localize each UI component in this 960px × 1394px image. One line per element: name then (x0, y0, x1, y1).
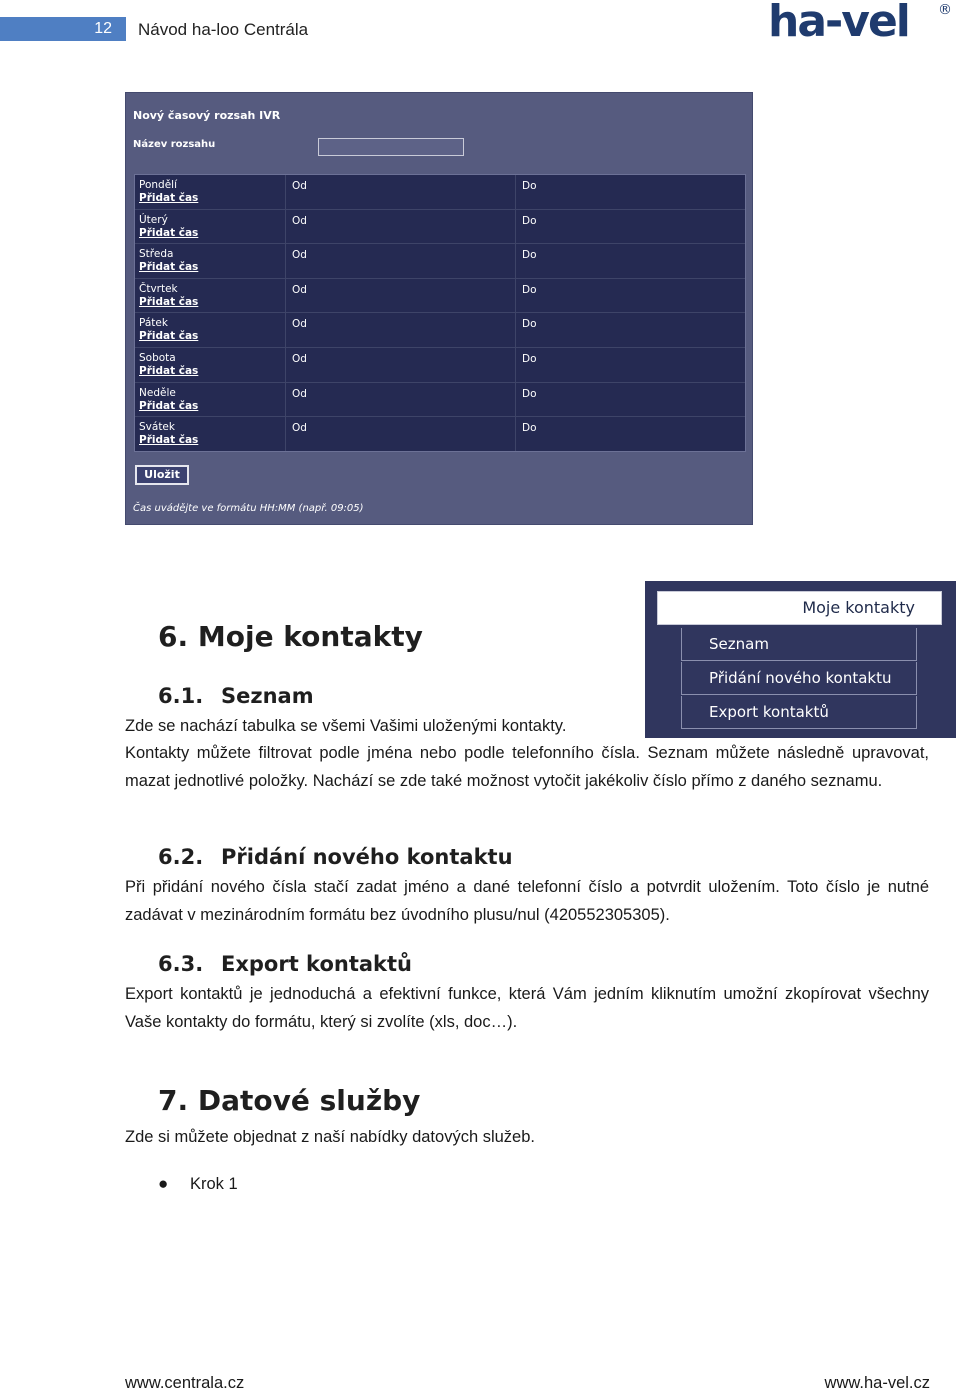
document-title: Návod ha-loo Centrála (138, 20, 309, 39)
day-label: Neděle (139, 386, 176, 399)
footer-link-ha-vel[interactable]: www.ha-vel.cz (824, 1374, 930, 1392)
section-6-1-heading: Seznam (221, 684, 314, 708)
from-label: Od (292, 180, 307, 192)
to-label: Do (522, 180, 537, 192)
bullet-icon: ● (158, 1174, 169, 1193)
section-6-2-text: Při přidání nového čísla stačí zadat jméno a dané telefonní číslo a potvrdit uložením. Toto číslo je nutné zadávat v mezinárodním formátu bez úvodního plusu/nul (420552305305). (125, 878, 929, 924)
section-6-2-heading: Přidání nového kontaktu (221, 845, 513, 869)
from-label: Od (292, 283, 307, 296)
menu-item-export[interactable]: Export kontaktů (681, 696, 917, 729)
to-label: Do (522, 283, 537, 296)
section-6-heading: 6. Moje kontakty (158, 620, 423, 653)
ivr-form-title: Nový časový rozsah IVR (133, 109, 281, 122)
page-number: 12 (0, 17, 126, 41)
footer-link-centrala[interactable]: www.centrala.cz (125, 1374, 245, 1392)
section-7-heading: 7. Datové služby (158, 1084, 421, 1117)
add-time-link[interactable]: Přidat čas (139, 330, 199, 343)
table-row (135, 383, 745, 418)
from-label: Od (292, 214, 307, 227)
to-label: Do (522, 249, 537, 262)
section-7-text: Zde si můžete objednat z naší nabídky datových služeb. (125, 1128, 535, 1146)
menu-item-add-contact[interactable]: Přidání nového kontaktu (681, 662, 917, 695)
to-label: Do (522, 422, 537, 435)
from-label: Od (292, 387, 307, 400)
table-row (135, 279, 745, 314)
contacts-menu-header[interactable]: Moje kontakty (657, 591, 942, 625)
day-label: Pondělí (139, 179, 177, 191)
menu-item-list[interactable]: Seznam (681, 628, 917, 661)
from-label: Od (292, 422, 307, 435)
from-label: Od (292, 318, 307, 331)
range-name-label: Název rozsahu (133, 139, 216, 150)
add-time-link[interactable]: Přidat čas (139, 261, 199, 274)
section-6-3-text: Export kontaktů je jednoduchá a efektivní funkce, která Vám jedním kliknutím umožní zkopírovat všechny Vaše kontakty do formátu, který si zvolíte (xls, doc…). (125, 985, 929, 1031)
add-time-link[interactable]: Přidat čas (139, 192, 199, 204)
time-format-note: Čas uvádějte ve formátu HH:MM (např. 09:05) (133, 503, 364, 514)
save-button[interactable]: Uložit (135, 465, 189, 485)
day-label: Svátek (139, 421, 175, 434)
day-label: Čtvrtek (139, 282, 178, 295)
add-time-link[interactable]: Přidat čas (139, 226, 199, 239)
table-row (135, 417, 745, 452)
to-label: Do (522, 318, 537, 331)
day-label: Sobota (139, 352, 176, 364)
contacts-menu (645, 581, 956, 738)
ivr-time-range-form (125, 92, 753, 525)
section-6-1-number: 6.1. (158, 684, 204, 708)
table-row (135, 210, 745, 245)
day-label: Úterý (139, 213, 168, 226)
table-row (135, 244, 745, 279)
table-row (135, 348, 745, 383)
registered-mark: ® (938, 2, 952, 18)
range-name-input[interactable] (318, 138, 464, 156)
to-label: Do (522, 387, 537, 400)
list-item: Krok 1 (190, 1175, 238, 1193)
add-time-link[interactable]: Přidat čas (139, 399, 199, 412)
section-6-2-number: 6.2. (158, 845, 204, 869)
section-6-1-text: Kontakty můžete filtrovat podle jména nebo podle telefonního čísla. Seznam můžete následně upravovat, mazat jednotlivé položky. Nachází se zde také možnost vytočit jakékoliv číslo přímo z daného seznamu. (125, 744, 929, 790)
to-label: Do (522, 353, 537, 365)
add-time-link[interactable]: Přidat čas (139, 365, 199, 377)
from-label: Od (292, 249, 307, 262)
to-label: Do (522, 214, 537, 227)
add-time-link[interactable]: Přidat čas (139, 295, 199, 308)
section-6-1-intro: Zde se nachází tabulka se všemi Vašimi uloženými kontakty. (125, 717, 567, 735)
days-table (134, 174, 746, 452)
table-row (135, 175, 745, 210)
section-6-3-heading: Export kontaktů (221, 952, 412, 976)
from-label: Od (292, 353, 307, 365)
add-time-link[interactable]: Přidat čas (139, 434, 199, 447)
section-6-3-number: 6.3. (158, 952, 204, 976)
table-row (135, 313, 745, 348)
ha-vel-logo: ha-vel (768, 0, 909, 47)
day-label: Středa (139, 248, 174, 261)
day-label: Pátek (139, 317, 168, 330)
